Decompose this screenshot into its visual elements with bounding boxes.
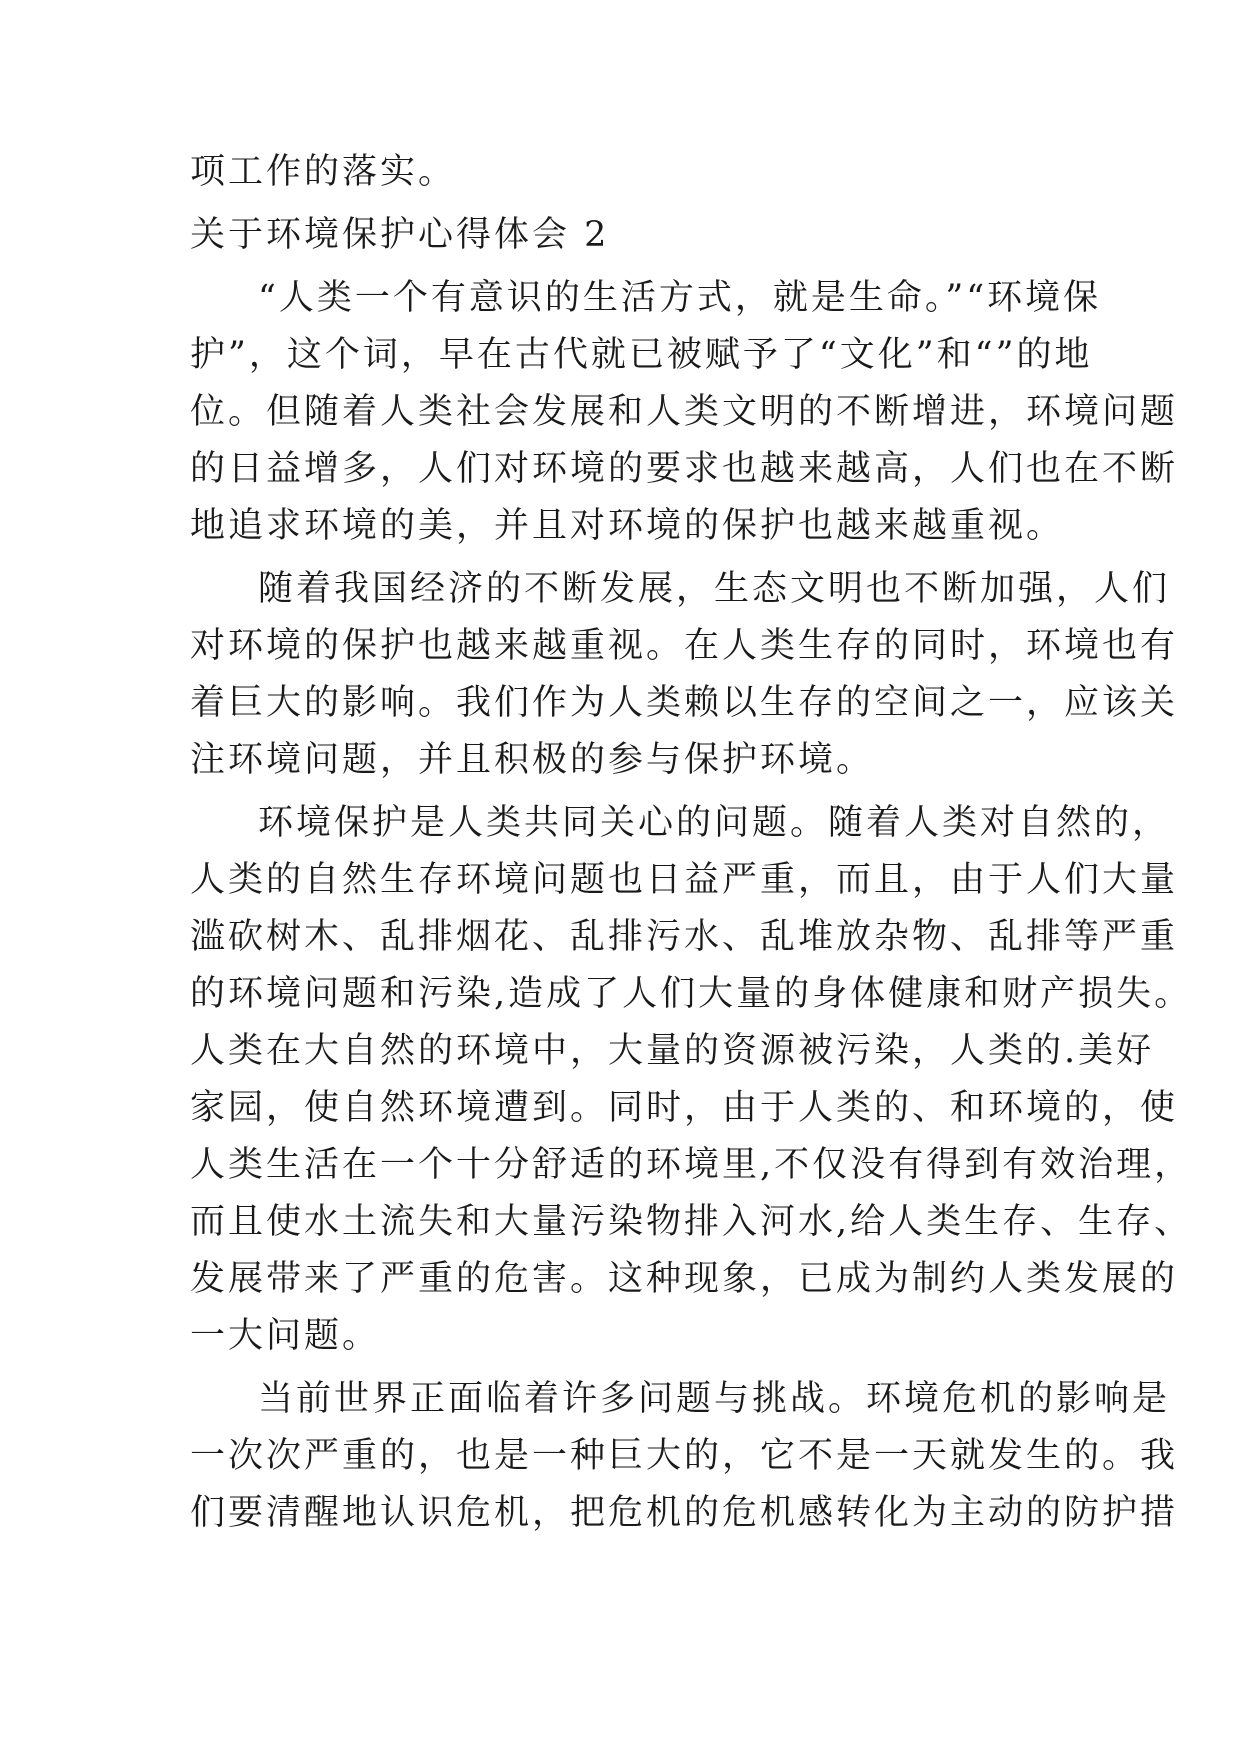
paragraph-line: “人类一个有意识的生活方式，就是生命。”“环境保: [258, 278, 1102, 318]
paragraph-line: 一大问题。: [190, 1316, 381, 1356]
section-heading: 关于环境保护心得体会 2: [190, 215, 610, 255]
paragraph-line: 着巨大的影响。我们作为人类赖以生存的空间之一，应该关: [190, 683, 1179, 723]
paragraph-line: 环境保护是人类共同关心的问题。随着人类对自然的，: [258, 803, 1171, 843]
text-line: 项工作的落实。: [190, 152, 457, 192]
paragraph-line: 注环境问题，并且积极的参与保护环境。: [190, 740, 875, 780]
paragraph-line: 的日益增多，人们对环境的要求也越来越高，人们也在不断: [190, 449, 1179, 489]
paragraph-line: 当前世界正面临着许多问题与挑战。环境危机的影响是: [258, 1379, 1171, 1419]
paragraph-line: 发展带来了严重的危害。这种现象，已成为制约人类发展的: [190, 1259, 1179, 1299]
paragraph-line: 人类的自然生存环境问题也日益严重，而且，由于人们大量: [190, 860, 1179, 900]
paragraph-line: 一次次严重的，也是一种巨大的，它不是一天就发生的。我: [190, 1436, 1179, 1476]
paragraph-line: 对环境的保护也越来越重视。在人类生存的同时，环境也有: [190, 626, 1179, 666]
paragraph-line: 位。但随着人类社会发展和人类文明的不断增进，环境问题: [190, 392, 1179, 432]
paragraph-line: 护”，这个词，早在古代就已被赋予了“文化”和“”的地: [190, 335, 1093, 375]
paragraph-line: 的环境问题和污染,造成了人们大量的身体健康和财产损失。: [190, 974, 1193, 1014]
paragraph-line: 人类在大自然的环境中，大量的资源被污染，人类的.美好: [190, 1031, 1155, 1071]
paragraph-line: 随着我国经济的不断发展，生态文明也不断加强，人们: [258, 569, 1171, 609]
paragraph-line: 家园，使自然环境遭到。同时，由于人类的、和环境的，使: [190, 1088, 1179, 1128]
paragraph-line: 地追求环境的美，并且对环境的保护也越来越重视。: [190, 506, 1065, 546]
paragraph-line: 滥砍树木、乱排烟花、乱排污水、乱堆放杂物、乱排等严重: [190, 917, 1179, 957]
paragraph-line: 而且使水土流失和大量污染物排入河水,给人类生存、生存、: [190, 1202, 1193, 1242]
paragraph-line: 人类生活在一个十分舒适的环境里,不仅没有得到有效治理，: [190, 1145, 1193, 1185]
paragraph-line: 们要清醒地认识危机，把危机的危机感转化为主动的防护措: [190, 1493, 1179, 1533]
